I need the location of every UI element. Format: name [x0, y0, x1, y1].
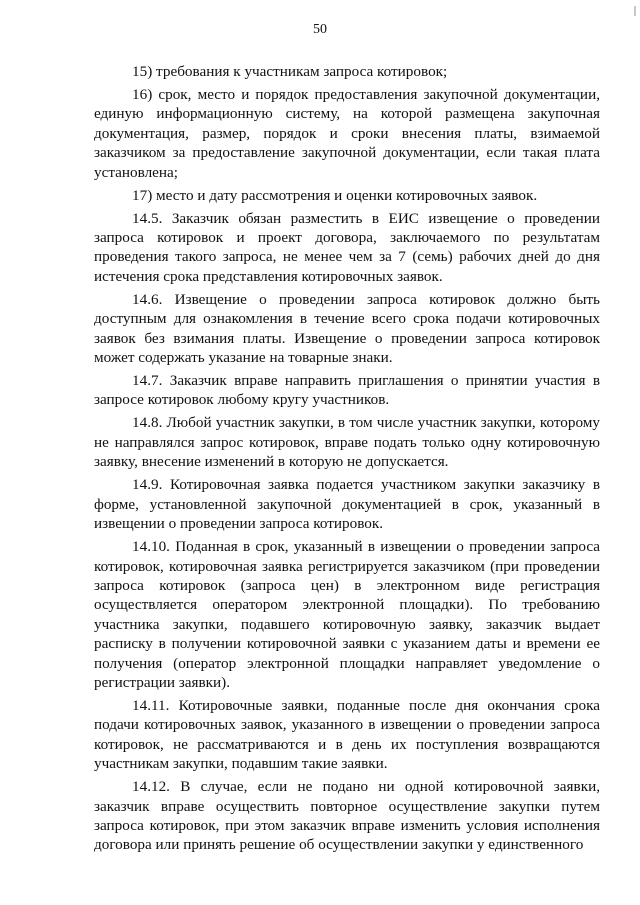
- clause-14-5: 14.5. Заказчик обязан разместить в ЕИС извещение о проведении запроса котировок и проект договора, заключаемого по результатам проведения такого запроса, не менее чем за 7 (семь) рабочих дней до дня истечения срока представления котировочных заявок.: [94, 209, 600, 285]
- scan-edge-mark: [634, 6, 636, 16]
- list-item-17: 17) место и дату рассмотрения и оценки котировочных заявок.: [132, 186, 538, 204]
- clause-14-12: 14.12. В случае, если не подано ни одной котировочной заявки, заказчик вправе осуществить повторное осуществление закупки путем запроса котировок, при этом заказчик вправе изменить условия исполнения договора или принять решение об осуществлении закупки у единственного: [94, 778, 600, 854]
- clause-14-11: 14.11. Котировочные заявки, поданные после дня окончания срока подачи котировочных заявок, указанного в извещении о проведении запроса котировок, не рассматриваются и в день их поступления возвращаются участникам закупки, подавшим такие заявки.: [94, 696, 600, 773]
- list-item-15: 15) требования к участникам запроса котировок;: [132, 63, 448, 80]
- clause-14-9: 14.9. Котировочная заявка подается участником закупки заказчику в форме, установленной закупочной документацией в срок, указанный в извещении о проведении запроса котировок.: [94, 476, 600, 533]
- document-body: [94, 62, 600, 858]
- clause-14-10: 14.10. Поданная в срок, указанный в извещении о проведении запроса котировок, котировочная заявка регистрируется заказчиком (при проведении запроса котировок (запроса цен) в электронном виде регистрация осуществляется оператором электронной площадки). По требованию участника закупки, подавшего котировочную заявку, заказчик выдает расписку в получении котировочной заявки с указанием даты и времени ее получения (оператор электронной площадки направляет уведомление о регистрации заявки).: [94, 538, 600, 691]
- list-item-16: 16) срок, место и порядок предоставления закупочной документации, единую информационную систему, на которой размещена закупочная документация, размер, порядок и сроки внесения платы, взимаемой заказчиком за предоставление закупочной документации, если такая плата установлена;: [94, 86, 600, 181]
- page-number: 50: [313, 22, 327, 37]
- clause-14-6: 14.6. Извещение о проведении запроса котировок должно быть доступным для ознакомления в течение всего срока подачи котировочных заявок без взимания платы. Извещение о проведении запроса котировок может содержать указание на товарные знаки.: [94, 290, 600, 367]
- clause-14-8: 14.8. Любой участник закупки, в том числе участник закупки, которому не направлялся запрос котировок, вправе подать только одну котировочную заявку, внесение изменений в которую не допускается.: [94, 414, 600, 471]
- clause-14-7: 14.7. Заказчик вправе направить приглашения о принятии участия в запросе котировок любому кругу участников.: [94, 372, 600, 409]
